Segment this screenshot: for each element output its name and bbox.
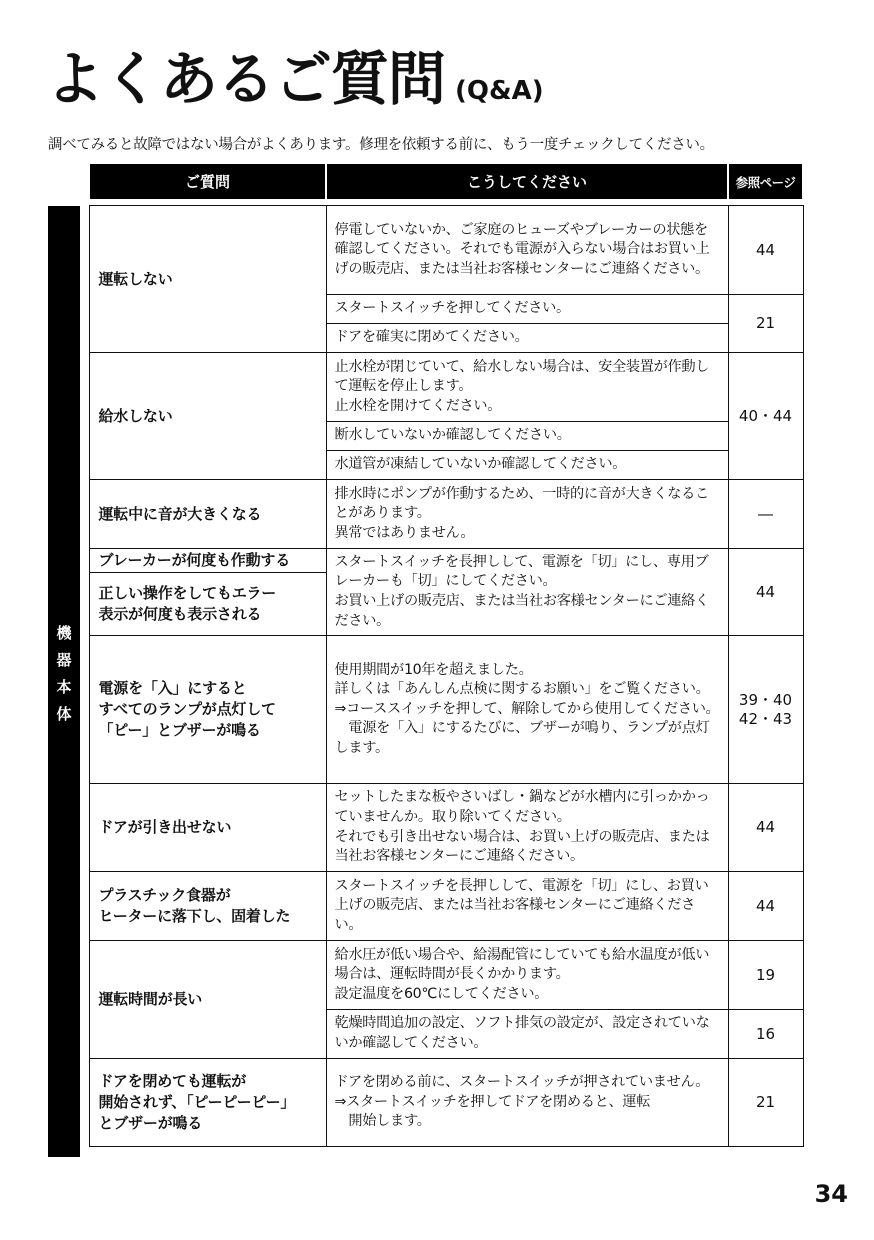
answer-cell: 給水圧が低い場合や、給湯配管にしていても給水温度が低い場合は、運転時間が長くかかります。 設定温度を60℃にしてください。 [326,941,728,1010]
answer-cell: 使用期間が10年を超えました。 詳しくは「あんしん点検に関するお願い」をご覧ください。 ⇒コーススイッチを押して、解除してから使用してください。 電源を「入」にするたびに、ブザーが鳴り、ランプが点灯します。 [326,636,728,784]
question-cell: ブレーカーが何度も作動する [89,549,326,573]
title-main: よくあるご質問 [46,45,446,113]
ref-cell: 21 [728,1059,803,1147]
answer-cell: 止水栓が閉じていて、給水しない場合は、安全装置が作動して運転を停止します。 止水栓を開けてください。 [326,353,728,422]
table-row [89,353,803,422]
answer-cell: スタートスイッチを押してください。 [326,295,728,324]
question-cell: 運転しない [89,206,326,353]
ref-cell: 21 [728,295,803,353]
page-number: 34 [814,1180,848,1208]
answer-cell: ドアを確実に閉めてください。 [326,324,728,353]
title-sub: (Q&A) [455,76,544,106]
side-label-char: 器 [56,651,72,669]
question-cell: ドアを閉めても運転が 開始されず、「ピーピーピー」 とブザーが鳴る [89,1059,326,1147]
intro-text: 調べてみると故障ではない場合がよくあります。修理を依頼する前に、もう一度チェックしてください。 [48,137,714,153]
ref-cell: 16 [728,1010,803,1059]
answer-cell: 排水時にポンプが作動するため、一時的に音が大きくなることがあります。 異常ではありません。 [326,480,728,549]
ref-cell: 40・44 [728,353,803,480]
page-title [46,44,544,126]
ref-cell: 44 [728,549,803,636]
side-label-char: 機 [56,624,72,642]
qa-table [88,164,804,1147]
question-cell: 運転中に音が大きくなる [89,480,326,549]
table-header-row [89,164,803,199]
table-row [89,549,803,573]
answer-cell: スタートスイッチを長押しして、電源を「切」にし、専用ブレーカーも「切」にしてください。 お買い上げの販売店、または当社お客様センターにご連絡ください。 [326,549,728,636]
ref-cell: 19 [728,941,803,1010]
table-row [89,480,803,549]
question-cell: 給水しない [89,353,326,480]
header-question: ご質問 [89,164,326,199]
answer-cell: 乾燥時間追加の設定、ソフト排気の設定が、設定されていないか確認してください。 [326,1010,728,1059]
table-row [89,784,803,872]
ref-cell: 39・40 42・43 [728,636,803,784]
ref-cell: 44 [728,784,803,872]
answer-cell: 断水していないか確認してください。 [326,422,728,451]
answer-cell: ドアを閉める前に、スタートスイッチが押されていません。 ⇒スタートスイッチを押してドアを閉めると、運転 開始します。 [326,1059,728,1147]
answer-cell: スタートスイッチを長押しして、電源を「切」にし、お買い上げの販売店、または当社お客様センターにご連絡ください。 [326,872,728,941]
table-row [89,941,803,1010]
answer-cell: 停電していないか、ご家庭のヒューズやブレーカーの状態を確認してください。それでも電源が入らない場合はお買い上げの販売店、または当社お客様センターにご連絡ください。 [326,206,728,295]
question-cell: 正しい操作をしてもエラー 表示が何度も表示される [89,573,326,636]
question-cell: 電源を「入」にすると すべてのランプが点灯して 「ピー」とブザーが鳴る [89,636,326,784]
side-label-char: 本 [56,678,72,696]
header-action: こうしてください [326,164,728,199]
question-cell: 運転時間が長い [89,941,326,1059]
side-label-char: 体 [56,705,72,723]
table-row [89,206,803,295]
ref-cell: 44 [728,872,803,941]
question-cell: ドアが引き出せない [89,784,326,872]
question-cell: プラスチック食器が ヒーターに落下し、固着した [89,872,326,941]
side-bar [48,206,80,1157]
header-ref: 参照ページ [728,164,803,199]
answer-cell: 水道管が凍結していないか確認してください。 [326,451,728,480]
table-row [89,872,803,941]
ref-cell: 44 [728,206,803,295]
answer-cell: セットしたまな板やさいばし・鍋などが水槽内に引っかかっていませんか。取り除いてください。 それでも引き出せない場合は、お買い上げの販売店、または当社お客様センターにご連絡ください。 [326,784,728,872]
side-label [48,620,80,728]
ref-cell: ― [728,480,803,549]
table-row [89,1059,803,1147]
table-row [89,636,803,784]
